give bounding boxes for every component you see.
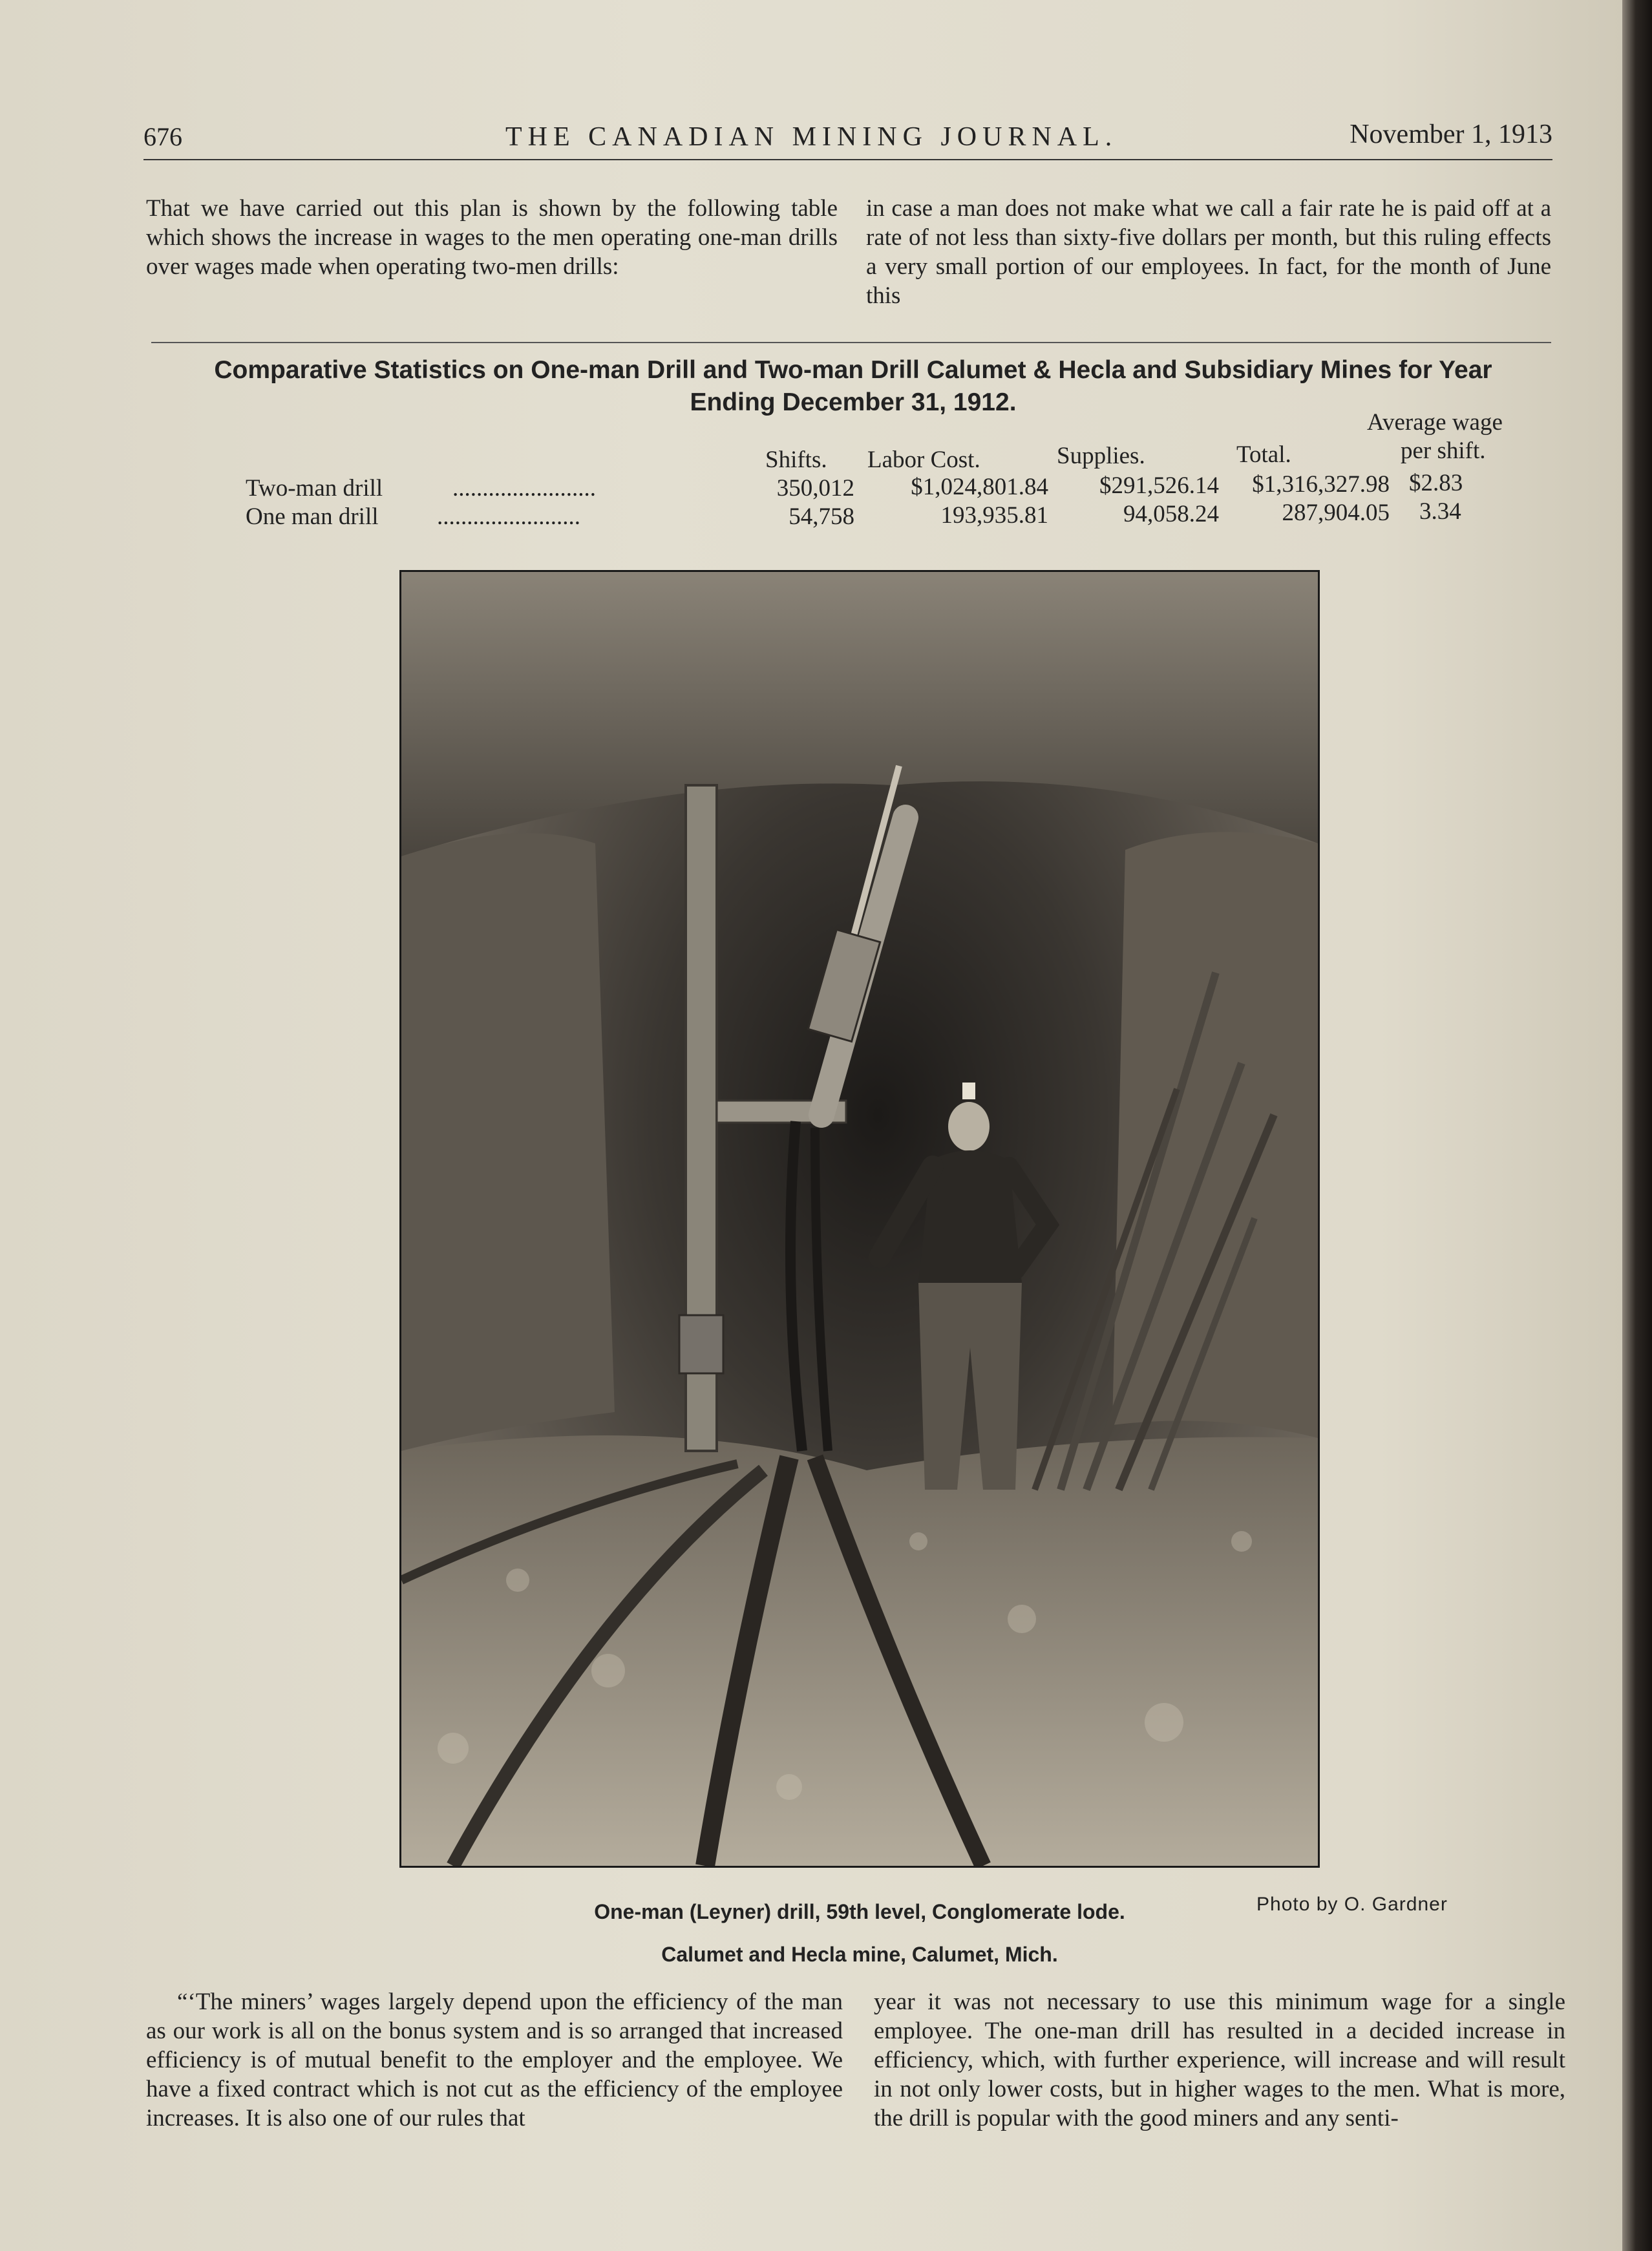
body-paragraph-left: “‘The miners’ wages largely depend upon the efficiency of the man as our work is all on the bonus system and is so arranged that increased efficiency is of mutual benefit to the employer and the employee. We have a fixed contract which is not cut as the efficiency of the employee increases. It is also one of our rules that bbox=[146, 1989, 843, 2131]
cell-labor-cost: $1,024,801.84 bbox=[911, 474, 1048, 500]
photo-caption bbox=[399, 1890, 1320, 1976]
body-column-right bbox=[874, 1987, 1565, 2133]
cell-shifts: 350,012 bbox=[776, 475, 854, 502]
header-labor-cost: Labor Cost. bbox=[867, 447, 980, 473]
intro-paragraph-right: in case a man does not make what we call a fair rate he is paid off at a rate of not less than sixty-five dollars per month, but this ruling effects a very small portion of our employees. In fact, for the month of June this bbox=[866, 195, 1551, 309]
row-leader-dots: ........................ bbox=[452, 475, 596, 502]
photo-credit: Photo by O. Gardner bbox=[1256, 1894, 1448, 1915]
cell-shifts: 54,758 bbox=[789, 503, 854, 530]
issue-date: November 1, 1913 bbox=[1350, 120, 1552, 149]
header-total: Total. bbox=[1236, 441, 1291, 468]
page-header bbox=[143, 116, 1552, 162]
intro-column-left bbox=[146, 194, 838, 281]
cell-average-wage: 3.34 bbox=[1419, 498, 1461, 525]
table-title-line-1: Comparative Statistics on One-man Drill and Two-man Drill Calumet & Hecla and Subsidiary Mines for Year bbox=[214, 356, 1492, 384]
cell-supplies: $291,526.14 bbox=[1099, 472, 1219, 499]
mine-drill-illustration bbox=[401, 572, 1318, 1866]
photo-caption-line-1: One-man (Leyner) drill, 59th level, Conglomerate lode. bbox=[594, 1900, 1125, 1923]
header-per-shift: per shift. bbox=[1401, 438, 1486, 464]
cell-total: $1,316,327.98 bbox=[1252, 471, 1390, 498]
intro-column-right bbox=[866, 194, 1551, 310]
photo-caption-line-2: Calumet and Hecla mine, Calumet, Mich. bbox=[661, 1943, 1058, 1966]
body-paragraph-right: year it was not necessary to use this minimum wage for a single employee. The one-man drill has resulted in a decided increase in efficiency, which, with further experience, will increase and will result in not only lower costs, but in higher wages to the men. What is more, the drill is popular with the good miners and any senti- bbox=[874, 1989, 1565, 2131]
book-spine bbox=[1622, 0, 1652, 2251]
statistics-table bbox=[246, 408, 1551, 531]
page-number: 676 bbox=[143, 122, 182, 151]
section-rule bbox=[151, 342, 1551, 343]
cell-labor-cost: 193,935.81 bbox=[940, 502, 1048, 529]
header-average-wage: Average wage bbox=[1367, 409, 1503, 436]
header-rule bbox=[143, 159, 1552, 160]
body-column-left bbox=[146, 1987, 843, 2133]
journal-title: THE CANADIAN MINING JOURNAL. bbox=[505, 122, 1118, 152]
table-title-line-2: Ending December 31, 1912. bbox=[690, 388, 1017, 416]
row-label: One man drill bbox=[246, 503, 379, 530]
mine-photograph bbox=[399, 570, 1320, 1868]
header-shifts: Shifts. bbox=[765, 447, 827, 473]
row-leader-dots: ........................ bbox=[437, 503, 580, 530]
cell-supplies: 94,058.24 bbox=[1123, 501, 1219, 527]
intro-paragraph-left: That we have carried out this plan is shown by the following table which shows the increase in wages to the men operating one-man drills over wages made when operating two-men drills: bbox=[146, 195, 838, 280]
header-supplies: Supplies. bbox=[1057, 443, 1145, 469]
cell-average-wage: $2.83 bbox=[1409, 470, 1463, 496]
cell-total: 287,904.05 bbox=[1282, 500, 1390, 526]
row-label: Two-man drill bbox=[246, 475, 383, 502]
